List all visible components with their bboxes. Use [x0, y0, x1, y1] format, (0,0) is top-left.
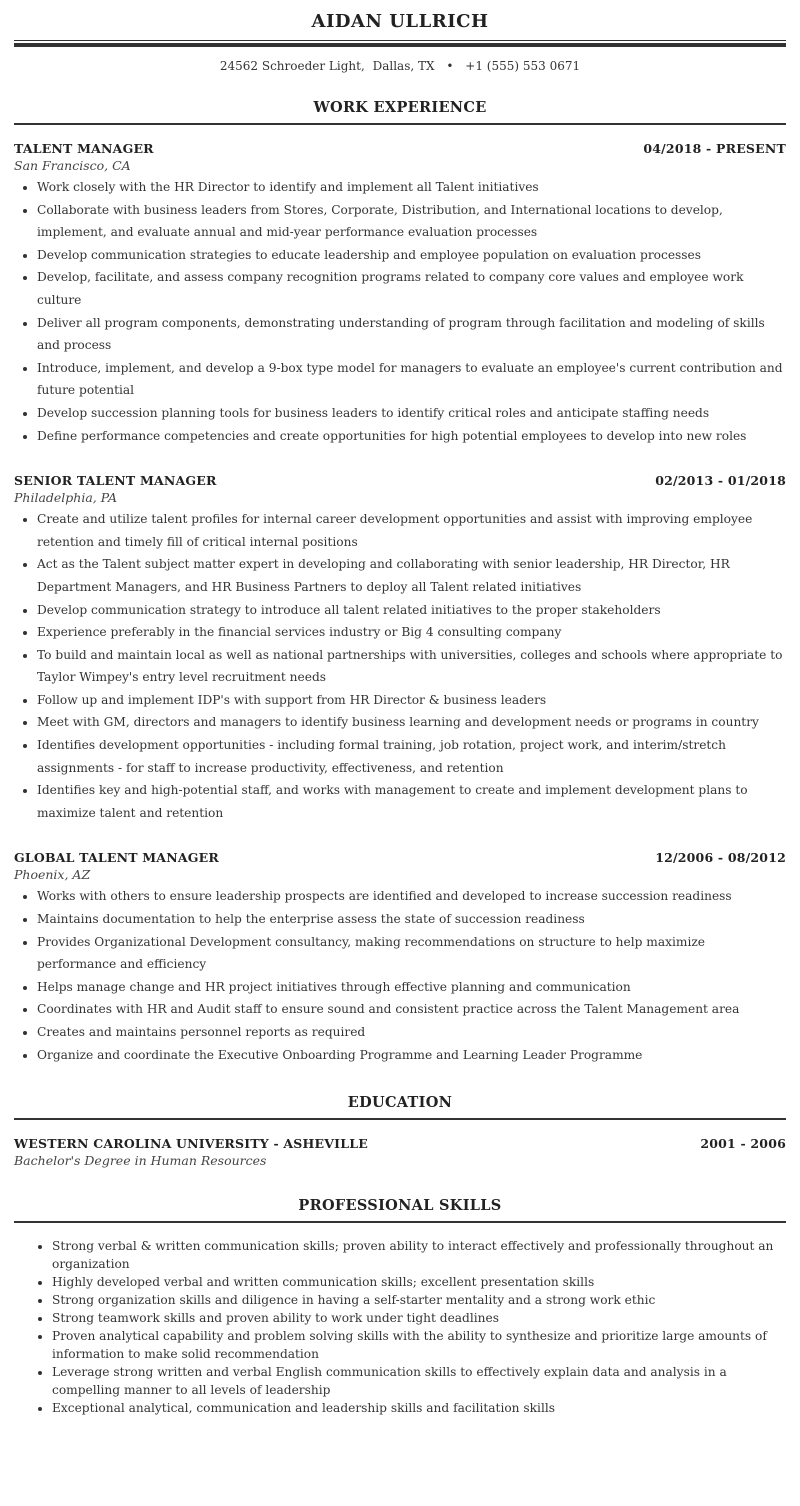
job-header [14, 850, 786, 866]
duty-item: • Coordinates with HR and Audit staff to ensure sound and consistent practice across the Talent Management area [37, 998, 786, 1021]
skill-item: • Exceptional analytical, communication and leadership skills and facilitation skills [52, 1399, 786, 1417]
contact-separator: • [446, 59, 454, 73]
section-rule [14, 1221, 786, 1223]
duty-item: • Develop communication strategy to introduce all talent related initiatives to the proper stakeholders [37, 599, 786, 622]
contact-address: 24562 Schroeder Light, [219, 59, 365, 73]
header-rule-thick [14, 43, 786, 47]
duty-item: • Maintains documentation to help the enterprise assess the state of succession readiness [37, 908, 786, 931]
skill-item: • Strong organization skills and diligence in having a self-starter mentality and a strong work ethic [52, 1291, 786, 1309]
skill-item: • Leverage strong written and verbal English communication skills to effectively explain data and analysis in a compelling manner to all levels of leadership [52, 1363, 786, 1399]
work-experience-section [14, 99, 786, 1066]
job-duties-list [14, 885, 786, 1066]
duty-item: • Follow up and implement IDP's with support from HR Director & business leaders [37, 689, 786, 712]
duty-item: • To build and maintain local as well as national partnerships with universities, colleges and schools where appropriate to Taylor Wimpey's entry level recruitment needs [37, 644, 786, 689]
education-dates: 2001 - 2006 [700, 1136, 786, 1152]
job-duties-list [14, 176, 786, 447]
job-title: SENIOR TALENT MANAGER [14, 473, 217, 489]
candidate-name: AIDAN ULLRICH [311, 11, 489, 32]
duty-item: • Collaborate with business leaders from Stores, Corporate, Distribution, and International locations to develop, implement, and evaluate annual and mid-year performance evaluation processes [37, 199, 786, 244]
duty-item: • Create and utilize talent profiles for internal career development opportunities and assist with improving employee retention and timely fill of critical internal positions [37, 508, 786, 553]
job-title: GLOBAL TALENT MANAGER [14, 850, 219, 866]
job-duties-list [14, 508, 786, 824]
duty-item: • Provides Organizational Development consultancy, making recommendations on structure to help maximize performance and efficiency [37, 931, 786, 976]
section-title-skills: PROFESSIONAL SKILLS [298, 1197, 502, 1215]
school-name: WESTERN CAROLINA UNIVERSITY - ASHEVILLE [14, 1136, 368, 1152]
duty-item: • Develop succession planning tools for business leaders to identify critical roles and anticipate staffing needs [37, 402, 786, 425]
skill-item: • Proven analytical capability and problem solving skills with the ability to synthesize and prioritize large amounts of information to make solid recommendation [52, 1327, 786, 1363]
job-dates: 12/2006 - 08/2012 [655, 850, 786, 866]
education-header [14, 1136, 786, 1152]
skill-item: • Highly developed verbal and written communication skills; excellent presentation skills [52, 1273, 786, 1291]
duty-item: • Develop, facilitate, and assess company recognition programs related to company core values and employee work culture [37, 266, 786, 311]
job-entry [14, 473, 786, 824]
duty-item: • Organize and coordinate the Executive Onboarding Programme and Learning Leader Programme [37, 1044, 786, 1067]
resume-page [14, 0, 786, 1417]
job-location: Phoenix, AZ [14, 867, 91, 883]
contact-line [14, 59, 786, 73]
job-location: Philadelphia, PA [14, 490, 118, 506]
job-entry [14, 850, 786, 1066]
duty-item: • Identifies development opportunities - including formal training, job rotation, project work, and interim/stretch assignments - for staff to increase productivity, effectiveness, and retention [37, 734, 786, 779]
job-entry [14, 141, 786, 447]
duty-item: • Works with others to ensure leadership prospects are identified and developed to increase succession readiness [37, 885, 786, 908]
duty-item: • Act as the Talent subject matter expert in developing and collaborating with senior leadership, HR Director, HR Department Managers, and HR Business Partners to deploy all Talent related initiatives [37, 553, 786, 598]
duty-item: • Experience preferably in the financial services industry or Big 4 consulting company [37, 621, 786, 644]
degree: Bachelor's Degree in Human Resources [14, 1153, 267, 1169]
contact-city: Dallas, TX [372, 59, 435, 73]
section-title-work-experience: WORK EXPERIENCE [313, 99, 487, 116]
job-location: San Francisco, CA [14, 158, 131, 173]
duty-item: • Identifies key and high-potential staff, and works with management to create and implement development plans to maximize talent and retention [37, 779, 786, 824]
duty-item: • Creates and maintains personnel reports as required [37, 1021, 786, 1044]
job-dates: 04/2018 - PRESENT [643, 141, 786, 156]
education-section [14, 1094, 786, 1169]
job-header [14, 473, 786, 489]
skills-list [14, 1237, 786, 1417]
duty-item: • Introduce, implement, and develop a 9-box type model for managers to evaluate an employee's current contribution and future potential [37, 357, 786, 402]
duty-item: • Deliver all program components, demonstrating understanding of program through facilitation and modeling of skills and process [37, 312, 786, 357]
skill-item: • Strong verbal & written communication skills; proven ability to interact effectively and professionally throughout an organization [52, 1237, 786, 1273]
job-header [14, 141, 786, 157]
section-title-education: EDUCATION [347, 1094, 453, 1112]
job-dates: 02/2013 - 01/2018 [655, 473, 786, 489]
duty-item: • Define performance competencies and create opportunities for high potential employees to develop into new roles [37, 425, 786, 448]
skill-item: • Strong teamwork skills and proven ability to work under tight deadlines [52, 1309, 786, 1327]
section-rule [14, 123, 786, 125]
duty-item: • Meet with GM, directors and managers to identify business learning and development needs or programs in country [37, 711, 786, 734]
duty-item: • Work closely with the HR Director to identify and implement all Talent initiatives [37, 176, 786, 199]
duty-item: • Helps manage change and HR project initiatives through effective planning and communication [37, 976, 786, 999]
job-title: TALENT MANAGER [14, 141, 154, 156]
contact-phone: +1 (555) 553 0671 [465, 59, 581, 73]
section-rule [14, 1118, 786, 1120]
skills-section [14, 1197, 786, 1417]
duty-item: • Develop communication strategies to educate leadership and employee population on evaluation processes [37, 244, 786, 267]
header-rule-thin [14, 40, 786, 41]
education-entry [14, 1136, 786, 1169]
